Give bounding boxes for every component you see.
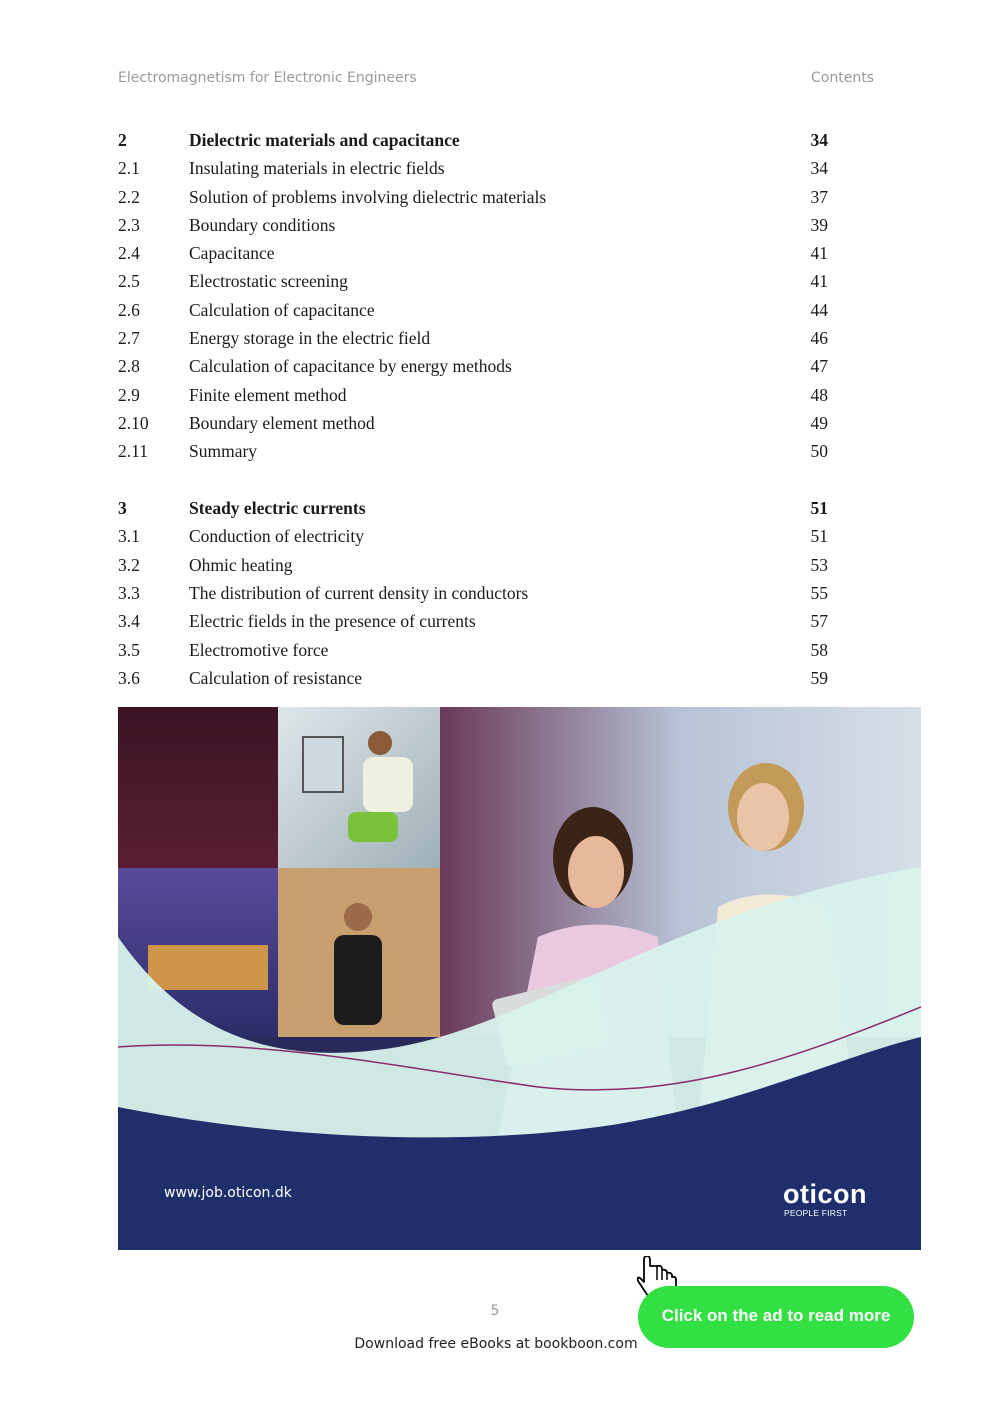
oticon-logo: oticon — [783, 1179, 867, 1209]
toc-page: 48 — [810, 384, 828, 405]
oticon-tagline: PEOPLE FIRST — [784, 1208, 848, 1218]
toc-page: 46 — [810, 328, 828, 349]
toc-number: 2.5 — [118, 271, 140, 292]
toc-title: Calculation of capacitance by energy methods — [189, 356, 512, 377]
toc-entry[interactable] — [118, 324, 828, 352]
toc-entry[interactable] — [118, 183, 828, 211]
book-title: Electromagnetism for Electronic Engineers — [118, 70, 417, 86]
toc-number: 2.10 — [118, 412, 149, 433]
toc-entry[interactable] — [118, 437, 828, 465]
ad-woman1-face — [568, 836, 624, 908]
ad-illustration — [118, 707, 921, 1250]
toc-page: 59 — [810, 667, 828, 688]
toc-number: 3.2 — [118, 554, 140, 575]
toc-number: 3.5 — [118, 639, 140, 660]
ad-woman2-face — [737, 783, 789, 851]
table-of-contents — [118, 126, 828, 692]
toc-number: 2.9 — [118, 384, 140, 405]
read-more-label: Click on the ad to read more — [661, 1306, 891, 1325]
toc-title: Conduction of electricity — [189, 526, 364, 547]
toc-title: Energy storage in the electric field — [189, 328, 431, 349]
toc-entry[interactable] — [118, 381, 828, 409]
ad-man-suit — [334, 935, 382, 1025]
toc-page: 34 — [810, 130, 828, 150]
toc-entry[interactable] — [118, 551, 828, 579]
ad-monitor — [303, 737, 343, 792]
toc-title: Electric fields in the presence of currents — [189, 611, 476, 632]
toc-page: 37 — [810, 186, 828, 207]
toc-page: 50 — [810, 441, 828, 462]
toc-entry[interactable] — [118, 636, 828, 664]
toc-title: Boundary element method — [189, 412, 375, 433]
ad-worker-body — [363, 757, 413, 812]
toc-spacer — [118, 466, 828, 495]
toc-title: Calculation of capacitance — [189, 299, 375, 320]
toc-number: 2.11 — [118, 441, 148, 462]
toc-title: Calculation of resistance — [189, 667, 362, 688]
toc-page: 44 — [810, 299, 828, 320]
toc-entry[interactable] — [118, 211, 828, 239]
toc-number: 3.6 — [118, 667, 140, 688]
toc-number: 2.4 — [118, 243, 140, 264]
toc-page: 49 — [810, 412, 828, 433]
toc-entry[interactable] — [118, 522, 828, 550]
toc-page: 41 — [810, 243, 828, 264]
toc-entry[interactable] — [118, 267, 828, 295]
toc-number: 2 — [118, 130, 127, 150]
ad-worker-head — [368, 731, 392, 755]
toc-chapter-2[interactable] — [118, 126, 828, 154]
toc-number: 2.1 — [118, 158, 140, 179]
toc-title: Insulating materials in electric fields — [189, 158, 445, 179]
toc-entry[interactable] — [118, 352, 828, 380]
toc-number: 2.7 — [118, 328, 140, 349]
toc-page: 58 — [810, 639, 828, 660]
toc-entry[interactable] — [118, 296, 828, 324]
ad-url[interactable]: www.job.oticon.dk — [164, 1185, 292, 1201]
toc-title: Dielectric materials and capacitance — [189, 130, 460, 150]
toc-title: Electrostatic screening — [189, 271, 348, 292]
toc-number: 3 — [118, 498, 127, 519]
toc-entry[interactable] — [118, 579, 828, 607]
toc-page: 57 — [810, 611, 828, 632]
toc-page: 55 — [810, 582, 828, 603]
ad-tile-maroon — [118, 707, 278, 868]
footer-download-text[interactable]: Download free eBooks at bookboon.com — [354, 1336, 638, 1352]
toc-page: 41 — [810, 271, 828, 292]
section-label: Contents — [811, 70, 874, 86]
toc-page: 51 — [810, 498, 828, 519]
ad-man-head — [344, 903, 372, 931]
toc-title: The distribution of current density in conductors — [189, 582, 529, 603]
page-number: 5 — [490, 1303, 500, 1319]
toc-entry[interactable] — [118, 154, 828, 182]
toc-page: 47 — [810, 356, 828, 377]
toc-title: Electromotive force — [189, 639, 329, 660]
toc-title: Finite element method — [189, 384, 347, 405]
toc-entry[interactable] — [118, 239, 828, 267]
oticon-ad-banner[interactable] — [118, 707, 921, 1250]
toc-number: 3.3 — [118, 582, 140, 603]
toc-entry[interactable] — [118, 664, 828, 692]
toc-number: 3.4 — [118, 611, 140, 632]
toc-number: 2.2 — [118, 186, 140, 207]
ad-building-lights — [148, 945, 268, 990]
toc-number: 2.6 — [118, 299, 140, 320]
toc-page: 34 — [810, 158, 828, 179]
toc-number: 2.3 — [118, 214, 140, 235]
toc-chapter-3[interactable] — [118, 494, 828, 522]
toc-page: 51 — [810, 526, 828, 547]
toc-title: Ohmic heating — [189, 554, 293, 575]
running-header — [118, 70, 874, 90]
toc-number: 3.1 — [118, 526, 140, 547]
toc-title: Steady electric currents — [189, 498, 366, 519]
toc-title: Capacitance — [189, 243, 275, 264]
toc-page: 53 — [810, 554, 828, 575]
toc-number: 2.8 — [118, 356, 140, 377]
toc-page: 39 — [810, 214, 828, 235]
toc-title: Boundary conditions — [189, 214, 336, 235]
toc-title: Summary — [189, 441, 258, 462]
ad-green-chair — [348, 812, 398, 842]
toc-entry[interactable] — [118, 607, 828, 635]
toc-title: Solution of problems involving dielectric materials — [189, 186, 547, 207]
toc-entry[interactable] — [118, 409, 828, 437]
